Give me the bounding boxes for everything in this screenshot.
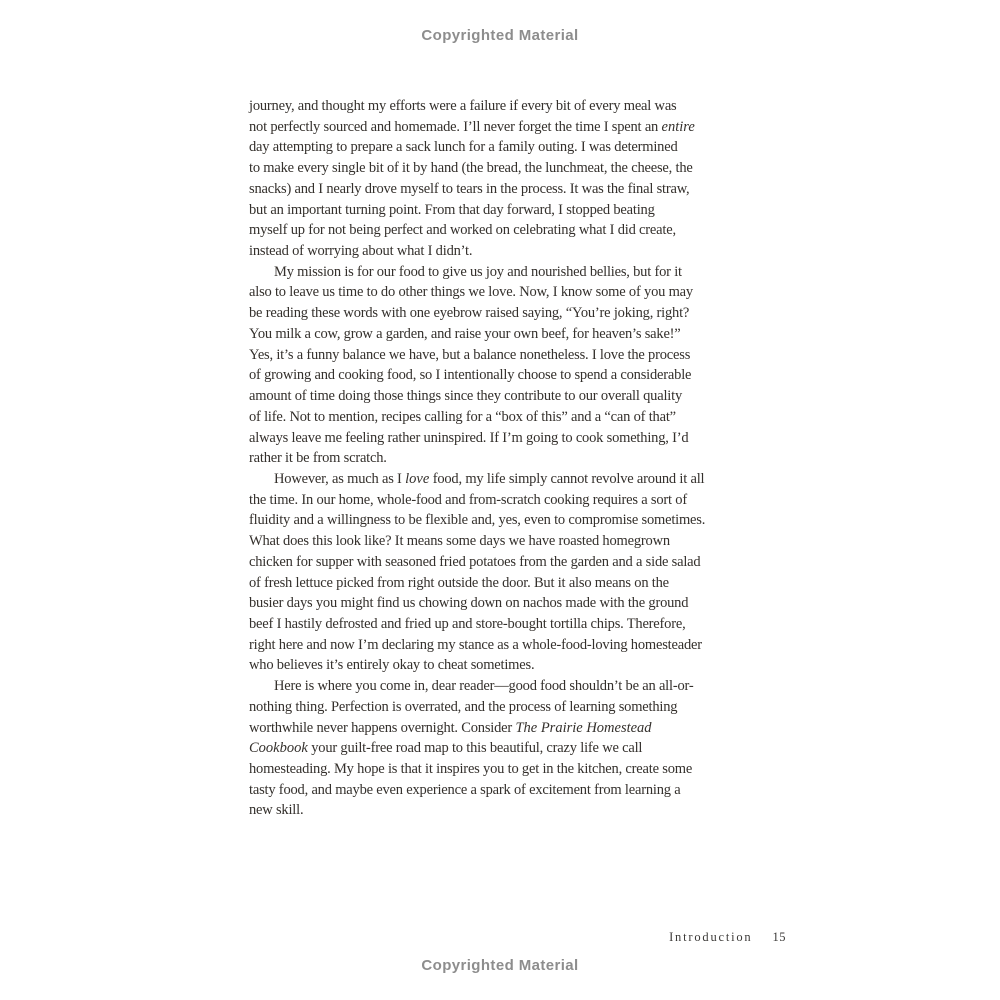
text-line: worthwhile never happens overnight. Consider The Prairie Homestead xyxy=(249,719,652,736)
text-line: Cookbook your guilt-free road map to this beautiful, crazy life we call xyxy=(249,740,643,757)
text-line: of growing and cooking food, so I intentionally choose to spend a considerable xyxy=(249,367,692,384)
body-text xyxy=(249,96,757,821)
text-line: beef I hastily defrosted and fried up and store-bought tortilla chips. Therefore, xyxy=(249,615,686,632)
text-line: fluidity and a willingness to be flexible and, yes, even to compromise sometimes. xyxy=(249,512,706,529)
paragraph xyxy=(249,96,757,262)
text-line: chicken for supper with seasoned fried potatoes from the garden and a side salad xyxy=(249,553,701,570)
text-line: journey, and thought my efforts were a failure if every bit of every meal was xyxy=(249,98,677,114)
text-line: snacks) and I nearly drove myself to tears in the process. It was the final straw, xyxy=(249,180,690,197)
paragraph xyxy=(249,676,757,821)
text-line: What does this look like? It means some days we have roasted homegrown xyxy=(249,533,670,550)
paragraph xyxy=(249,262,757,469)
text-line: right here and now I’m declaring my stance as a whole-food-loving homesteader xyxy=(249,636,702,653)
footer-section-label: Introduction xyxy=(669,930,753,944)
text-line: instead of worrying about what I didn’t. xyxy=(249,243,473,260)
text-line: always leave me feeling rather uninspired. If I’m going to cook something, I’d xyxy=(249,429,689,446)
copyright-notice-top: Copyrighted Material xyxy=(421,27,579,44)
text-line: amount of time doing those things since they contribute to our overall quality xyxy=(249,388,683,405)
text-line: myself up for not being perfect and worked on celebrating what I did create, xyxy=(249,222,676,239)
text-line: to make every single bit of it by hand (the bread, the lunchmeat, the cheese, the xyxy=(249,160,693,177)
copyright-notice-bottom: Copyrighted Material xyxy=(421,957,579,974)
text-line: rather it be from scratch. xyxy=(249,450,387,467)
text-line: also to leave us time to do other things we love. Now, I know some of you may xyxy=(249,284,693,301)
text-line: not perfectly sourced and homemade. I’ll never forget the time I spent an entire xyxy=(249,118,695,135)
text-line: of fresh lettuce picked from right outside the door. But it also means on the xyxy=(249,574,669,591)
text-line: tasty food, and maybe even experience a spark of excitement from learning a xyxy=(249,781,681,798)
text-line: of life. Not to mention, recipes calling for a “box of this” and a “can of that” xyxy=(249,408,676,425)
page-footer xyxy=(249,930,786,945)
text-line: nothing thing. Perfection is overrated, and the process of learning something xyxy=(249,698,678,715)
text-line: new skill. xyxy=(249,802,304,819)
text-line: but an important turning point. From that day forward, I stopped beating xyxy=(249,201,655,218)
text-line: homesteading. My hope is that it inspires you to get in the kitchen, create some xyxy=(249,761,693,777)
paragraph xyxy=(249,469,757,676)
text-line: You milk a cow, grow a garden, and raise your own beef, for heaven’s sake!” xyxy=(249,325,681,342)
footer-page-number: 15 xyxy=(772,930,786,944)
text-line: be reading these words with one eyebrow raised saying, “You’re joking, right? xyxy=(249,305,690,322)
text-line: busier days you might find us chowing down on nachos made with the ground xyxy=(249,595,689,612)
text-line: Yes, it’s a funny balance we have, but a balance nonetheless. I love the process xyxy=(249,346,691,363)
text-line: who believes it’s entirely okay to cheat sometimes. xyxy=(249,657,535,674)
text-line: the time. In our home, whole-food and from-scratch cooking requires a sort of xyxy=(249,491,687,508)
text-line: day attempting to prepare a sack lunch for a family outing. I was determined xyxy=(249,139,678,156)
text-line: However, as much as I love food, my life simply cannot revolve around it all xyxy=(274,470,705,487)
text-line: Here is where you come in, dear reader—good food shouldn’t be an all-or- xyxy=(274,678,694,695)
text-line: My mission is for our food to give us joy and nourished bellies, but for it xyxy=(274,263,682,280)
